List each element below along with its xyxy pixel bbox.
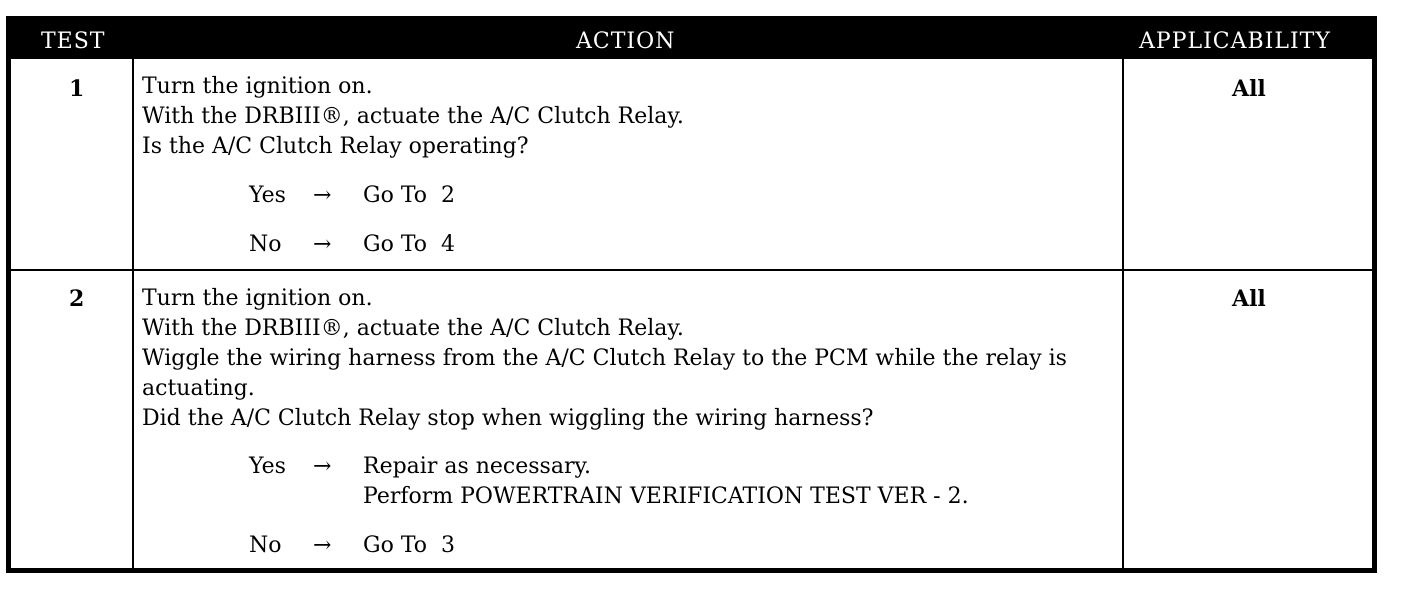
action-line: With the DRBIII®, actuate the A/C Clutch Relay. [142, 316, 684, 341]
action-line: actuating. [142, 376, 255, 401]
arrow-icon: → [313, 454, 332, 479]
arrow-icon: → [313, 232, 332, 257]
test-number: 1 [69, 76, 85, 102]
response-answer: No [249, 232, 282, 257]
arrow-icon: → [313, 533, 332, 558]
action-text [142, 72, 684, 162]
response-no [249, 533, 949, 559]
response-answer: Yes [249, 183, 286, 208]
header-test: TEST [41, 29, 106, 54]
response-no [249, 232, 949, 258]
applicability-value: All [1232, 286, 1266, 312]
header-applicability: APPLICABILITY [1139, 29, 1331, 54]
response-result: Perform POWERTRAIN VERIFICATION TEST VER - 2. [363, 484, 969, 509]
response-result: Go To 4 [363, 232, 456, 257]
response-answer: Yes [249, 454, 286, 479]
row-divider [11, 269, 1372, 271]
response-yes [249, 454, 1149, 514]
action-line: Turn the ignition on. [142, 74, 373, 99]
response-result: Go To 2 [363, 183, 456, 208]
header-action: ACTION [576, 29, 676, 54]
action-line: Did the A/C Clutch Relay stop when wiggling the wiring harness? [142, 406, 874, 431]
response-yes [249, 183, 949, 209]
action-line: Is the A/C Clutch Relay operating? [142, 134, 529, 159]
table-header [11, 21, 1372, 59]
diagnostic-table [6, 16, 1377, 573]
response-result: Go To 3 [363, 533, 456, 558]
action-line: With the DRBIII®, actuate the A/C Clutch Relay. [142, 104, 684, 129]
response-result: Repair as necessary. [363, 454, 591, 479]
action-line: Turn the ignition on. [142, 286, 373, 311]
action-text [142, 284, 1067, 434]
response-answer: No [249, 533, 282, 558]
applicability-value: All [1232, 76, 1266, 102]
test-number: 2 [69, 286, 85, 312]
column-divider [132, 59, 134, 568]
arrow-icon: → [313, 183, 332, 208]
action-line: Wiggle the wiring harness from the A/C Clutch Relay to the PCM while the relay is [142, 346, 1067, 371]
